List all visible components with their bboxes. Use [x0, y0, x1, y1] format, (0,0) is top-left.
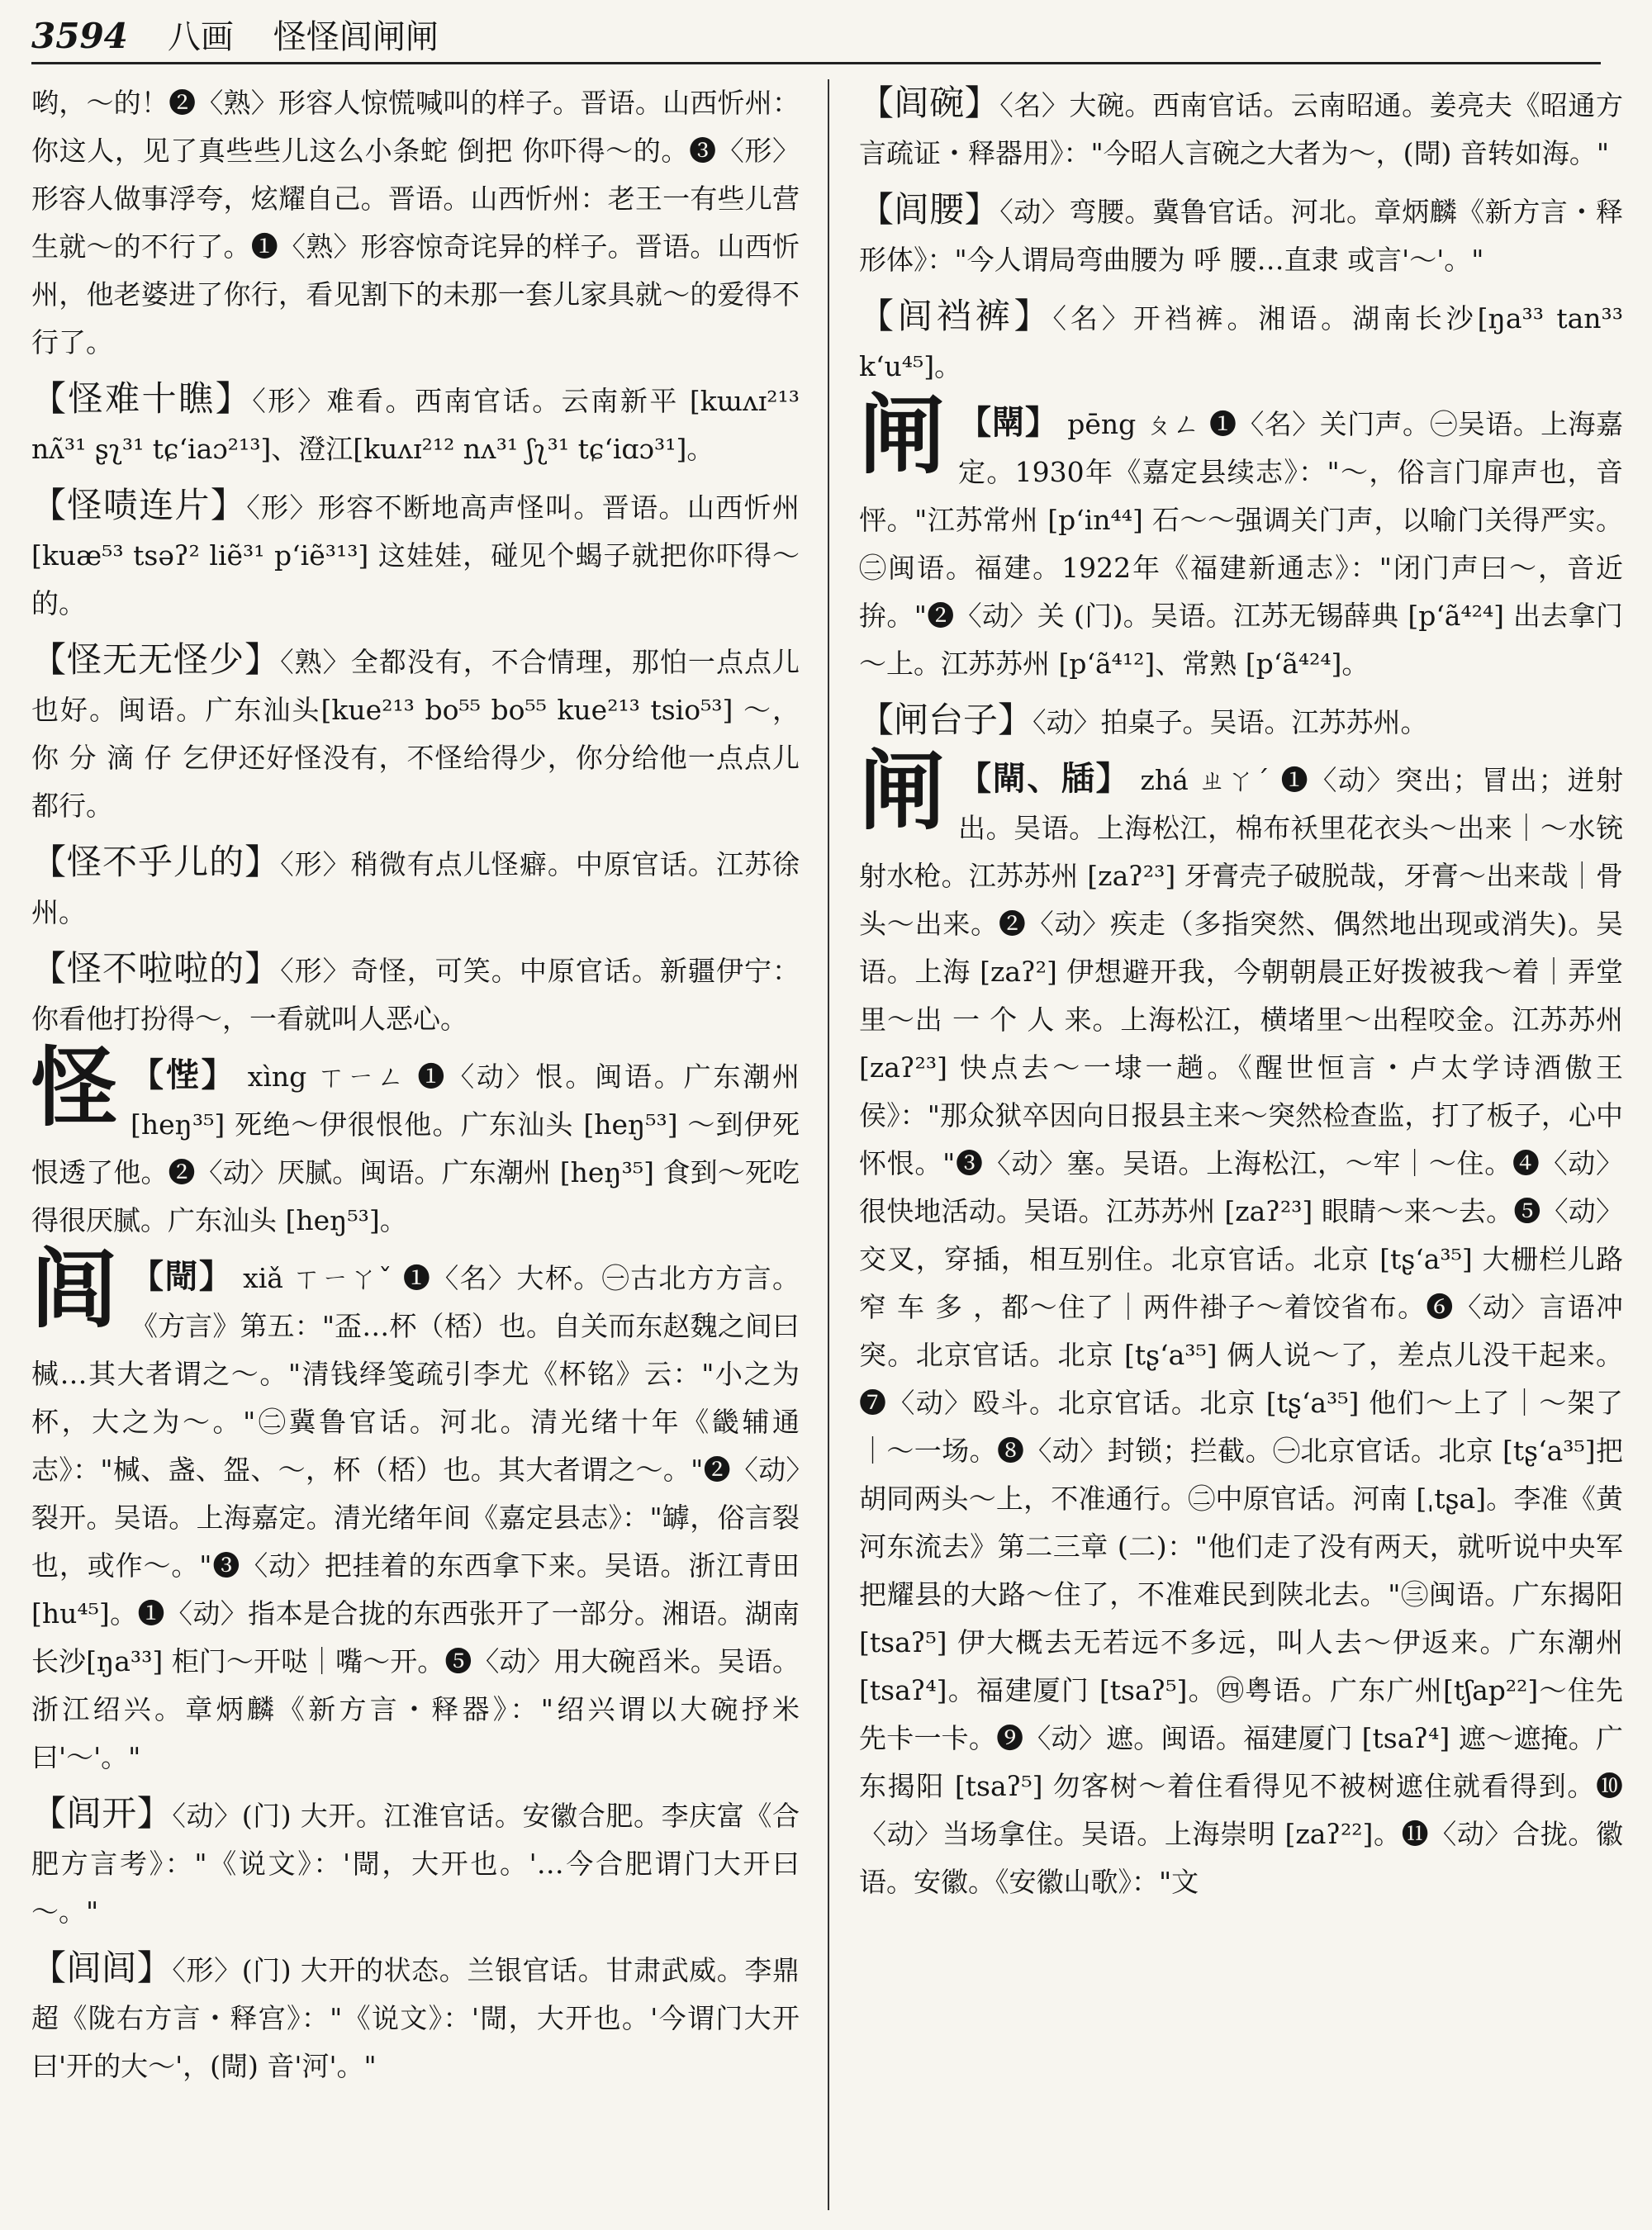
entry-xia-kai — [31, 1790, 800, 1936]
entry-headword: 【怪不乎儿的】 — [31, 842, 281, 882]
entry-body: 〈动〉弯腰。冀鲁官话。河北。章炳麟《新方言・释形体》："今人谓局弯曲腰为 呼 腰…直隶 或言'～'。" — [859, 196, 1623, 276]
entry-headword: 【怪不啦啦的】 — [31, 948, 281, 989]
entry-headword: 【怪难十瞧】 — [31, 378, 253, 419]
entry-headword: 【闾闾】 — [31, 1948, 173, 1988]
entry-xia-xia — [31, 1944, 800, 2090]
head-entry-body: xiǎ ㄒㄧㄚˇ ❶〈名〉大杯。㊀古北方方言。《方言》第五："盃…杯（桮）也。自关而东赵魏之间曰椷…其大者谓之～。"清钱绎笺疏引李尤《杯铭》云："小之为杯，大之为～。"㊁冀鲁官话。河北。清光绪十年《畿辅通志》："椷、盏、盌、～，杯（桮）也。其大者谓之～。"❷〈动〉裂开。吴语。上海嘉定。清光绪年间《嘉定县志》："罅，俗言裂也，或作～。"❸〈动〉把挂着的东西拿下来。吴语。浙江青田 [hu⁴⁵]。❶〈动〉指本是合拢的东西张开了一部分。湘语。湖南长沙[ŋa³³] 柜门～开哒｜嘴～开。❺〈动〉用大碗舀米。吴语。浙江绍兴。章炳麟《新方言・释器》："绍兴谓以大碗抒米曰'～'。" — [31, 1262, 800, 1773]
entry-body: 〈形〉难看。西南官话。云南新平 [kɯʌɪ²¹³ nʌ̃³¹ ʂʅ³¹ tɕʻiaɔ²¹³]、澄江[kuʌɪ²¹² nʌ³¹ ʃʅ³¹ tɕʻiɑɔ³¹]。 — [31, 385, 800, 465]
entry-body: 〈形〉形容不断地高声怪叫。晋语。山西忻州 [kuæ⁵³ tsəʔ² liẽ³¹ pʻiẽ³¹³] 这娃娃，碰见个蝎子就把你吓得～的。 — [31, 491, 800, 619]
entry-body: 〈形〉奇怪，可笑。中原官话。新疆伊宁：你看他打扮得～，一看就叫人恶心。 — [31, 955, 800, 1035]
head-entry-xing — [31, 1037, 800, 1245]
traditional-form: 【閜】 — [131, 1257, 234, 1296]
entry-xia-yao — [859, 186, 1623, 284]
right-column — [859, 79, 1623, 2210]
entry-headword: 【闾腰】 — [859, 189, 1000, 230]
entry-guai-wu-wu-guai-shao — [31, 636, 800, 830]
entry-headword: 【闾碗】 — [859, 83, 1000, 123]
head-entry-xia — [31, 1239, 800, 1782]
header-chars: 怪怪闾闸闸 — [273, 18, 439, 56]
head-entry-body: zhá ㄓㄚˊ ❶〈动〉突出；冒出；迸射出。吴语。上海松江，棉布袄里花衣头～出来｜～水铳射水枪。江苏苏州 [zaʔ²³] 牙膏壳子破脱哉，牙膏～出来哉｜骨头～出来。❷〈动〉疾走（多指突然、偶然地出现或消失)。吴语。上海 [zaʔ²] 伊想避开我，今朝朝晨正好拨被我～着｜弄堂里～出 一 个 人 来。上海松江，横堵里～出程咬金。江苏苏州 [zaʔ²³] 快点去～一埭一趟。《醒世恒言・卢太学诗酒傲王侯》："那众狱卒因向日报县主来～突然检查监，打了板子，心中怀恨。"❸〈动〉塞。吴语。上海松江，～牢｜～住。❹〈动〉很快地活动。吴语。江苏苏州 [zaʔ²³] 眼睛～来～去。❺〈动〉交叉，穿插，相互别住。北京官话。北京 [tʂʻa³⁵] 大栅栏儿路窄 车 多 ，都～住了｜两件褂子～着饺省布。❻〈动〉言语冲突。北京官话。北京 [tʂʻa³⁵] 俩人说～了，差点儿没干起来。❼〈动〉殴斗。北京官话。北京 [tʂʻa³⁵] 他们～上了｜～架了｜～一场。❽〈动〉封锁；拦截。㊀北京官话。北京 [tʂʻa³⁵]把胡同两头～上，不准通行。㊁中原官话。河南 [ˌtʂa]。李准《黄河东流去》第二三章 (二)："他们走了没有两天，就听说中央军把耀县的大路～住了，不准难民到陕北去。"㊂闽语。广东揭阳 [tsaʔ⁵] 伊大概去无若远不多远，叫人去～伊返来。广东潮州 [tsaʔ⁴]。福建厦门 [tsaʔ⁵]。㊃粤语。广东广州[tʃap²²]～住先先卡一卡。❾〈动〉遮。闽语。福建厦门 [tsaʔ⁴] 遮～遮掩。广东揭阳 [tsaʔ⁵] 勿客树～着住看得见不被树遮住就看得到。❿〈动〉当场拿住。吴语。上海崇明 [zaʔ²²]。⓫〈动〉合拢。徽语。安徽。《安徽山歌》："文 — [859, 764, 1623, 1898]
head-character: 闸 — [859, 741, 946, 842]
left-column — [31, 79, 800, 2210]
head-character: 怪 — [31, 1037, 118, 1138]
head-entry-peng — [859, 385, 1623, 688]
entry-body: 〈动〉(门) 大开。江淮官话。安徽合肥。李庆富《合肥方言考》："《说文》：'閜，大开也。'…今合肥谓门大开曰～。" — [31, 1800, 800, 1928]
entry-headword: 【闾裆裤】 — [859, 296, 1053, 336]
entry-headword: 【怪啧连片】 — [31, 485, 247, 525]
entry-body: 〈名〉大碗。西南官话。云南昭通。姜亮夫《昭通方言疏证・释器用》："今昭人言碗之大者为～，(閜) 音转如海。" — [859, 89, 1623, 169]
entry-headword: 【闾开】 — [31, 1793, 173, 1834]
entry-body: 〈动〉拍桌子。吴语。江苏苏州。 — [1032, 706, 1428, 738]
head-character: 闾 — [31, 1239, 118, 1340]
entry-xia-wan — [859, 79, 1623, 178]
running-head — [31, 12, 1601, 64]
entry-xia-dang-ku — [859, 292, 1623, 391]
traditional-form: 【閛】 — [958, 403, 1059, 442]
entry-guai-ze-lian-pian — [31, 482, 800, 628]
page-number: 3594 — [31, 16, 128, 56]
traditional-form: 【悂】 — [131, 1056, 237, 1094]
entry-zha-tai-zi — [859, 696, 1623, 747]
entry-body: 〈名〉开裆裤。湘语。湖南长沙[ŋa³³ tan³³ kʻu⁴⁵]。 — [859, 302, 1623, 382]
entry-headword: 【闸台子】 — [859, 700, 1033, 740]
head-character: 闸 — [859, 385, 946, 486]
head-entry-zha — [859, 741, 1623, 1906]
head-entry-body: pēng ㄆㄥ ❶〈名〉关门声。㊀吴语。上海嘉定。1930年《嘉定县续志》："～，俗言门扉声也，音怦。"江苏常州 [pʻin⁴⁴] 石～～强调关门声，以喻门关得严实。㊁闽语。福建。1922年《福建新通志》："闭门声曰～，音近拚。"❷〈动〉关 (门)。吴语。江苏无锡薛典 [pʻã⁴²⁴] 出去拿门～上。江苏苏州 [pʻã⁴¹²]、常熟 [pʻã⁴²⁴]。 — [859, 408, 1623, 680]
entry-guai-bu-hu-er-de — [31, 838, 800, 937]
traditional-form: 【閘、牐】 — [958, 759, 1131, 798]
entry-guai-nan-shi-qiao — [31, 375, 800, 473]
head-entry-body: xìng ㄒㄧㄥ ❶〈动〉恨。闽语。广东潮州 [heŋ³⁵] 死绝～伊很恨他。广东汕头 [heŋ⁵³] ～到伊死恨透了他。❷〈动〉厌腻。闽语。广东潮州 [heŋ³⁵] 食到～死吃得很厌腻。广东汕头 [heŋ⁵³]。 — [31, 1060, 800, 1236]
continuation-entry: 哟，～的！❷〈熟〉形容人惊慌喊叫的样子。晋语。山西忻州：你这人，见了真些些儿这么小条蛇 倒把 你吓得～的。❸〈形〉形容人做事浮夸，炫耀自己。晋语。山西忻州：老王一有些儿营生就～的不行了。❶〈熟〉形容惊奇诧异的样子。晋语。山西忻州，他老婆进了你行，看见割下的未那一套儿家具就～的爱得不行了。 — [31, 87, 800, 358]
entry-body: 〈形〉(门) 大开的状态。兰银官话。甘肃武威。李鼎超《陇右方言・释宫》："《说文》：'閜，大开也。'今谓门大开曰'开的大～'，(閜) 音'河'。" — [31, 1954, 800, 2082]
entry-guai-bu-la-la-de — [31, 945, 800, 1043]
entry-headword: 【怪无无怪少】 — [31, 639, 281, 680]
entry-body: 〈熟〉全都没有，不合情理，那怕一点点儿也好。闽语。广东汕头[kue²¹³ bo⁵⁵ bo⁵⁵ kue²¹³ tsio⁵³] ～， 你 分 滴 仔 乞伊还好怪没有，不怪给得少，你分给他一点点儿都行。 — [31, 646, 800, 822]
section-label: 八画 — [167, 18, 234, 56]
entry-body: 〈形〉稍微有点儿怪癖。中原官话。江苏徐州。 — [31, 848, 800, 928]
column-divider — [828, 79, 829, 2210]
